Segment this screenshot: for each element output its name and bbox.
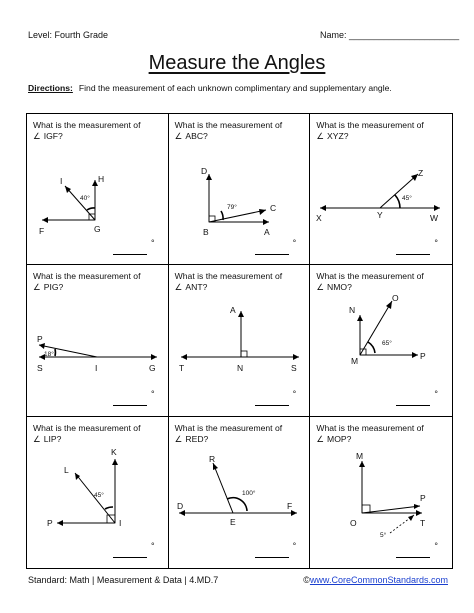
angle-name: IGF? (43, 131, 63, 141)
point-label: S (290, 363, 297, 374)
answer-line[interactable] (396, 557, 430, 558)
degree-symbol: ° (151, 238, 155, 248)
angle-name: ABC? (185, 131, 208, 141)
point-label: N (349, 305, 356, 316)
given-angle: 40° (80, 195, 90, 202)
given-angle: 5° (380, 531, 387, 539)
point-label: P (37, 334, 43, 345)
angle-figure (310, 114, 451, 265)
point-label: Y (377, 210, 383, 220)
worksheet-title: Measure the Angles (148, 52, 326, 74)
degree-symbol: ° (151, 389, 155, 400)
angle-symbol: ∠ (316, 433, 325, 444)
point-label: O (350, 517, 357, 528)
problem-9 (310, 417, 452, 568)
copyright-symbol: © (303, 575, 310, 585)
degree-symbol: ° (292, 540, 297, 551)
angle-name: MOP? (327, 433, 352, 444)
angle-figure (169, 265, 310, 416)
problem-question: What is the measurement of ∠ XYZ? (316, 120, 424, 141)
angle-symbol: ∠ (316, 131, 325, 141)
problem-4 (27, 265, 169, 416)
angle-symbol: ∠ (174, 131, 183, 141)
angle-symbol: ∠ (33, 282, 41, 293)
point-label: T (420, 517, 426, 528)
point-label: M (351, 356, 359, 367)
problem-question: What is the measurement of ∠ MOP? (316, 422, 424, 444)
angle-symbol: ∠ (316, 282, 325, 293)
degree-symbol: ° (292, 389, 297, 400)
point-label: R (208, 453, 215, 464)
given-angle: 100° (241, 489, 256, 497)
point-label: S (37, 363, 43, 374)
angle-symbol: ∠ (174, 433, 183, 444)
point-label: M (356, 450, 364, 461)
point-label: G (149, 363, 156, 374)
point-label: A (263, 227, 270, 237)
standard-label: Standard: Math | Measurement & Data | 4.MD.7 (28, 575, 219, 585)
given-angle: 18° (44, 351, 54, 359)
website-link[interactable]: www.CoreCommonStandards.com (309, 575, 448, 585)
point-label: B (202, 227, 209, 237)
point-label: F (286, 500, 292, 511)
point-label: C (269, 203, 276, 213)
answer-line[interactable] (396, 254, 430, 255)
problem-2 (169, 114, 311, 265)
point-label: A (229, 305, 236, 316)
angle-name: RED? (185, 433, 209, 444)
angle-figure (310, 265, 451, 416)
problem-8 (169, 417, 311, 568)
directions-label: Directions: (28, 83, 73, 93)
problem-1 (27, 114, 169, 265)
problem-question: What is the measurement of ∠ ANT? (174, 271, 283, 293)
problem-grid (26, 113, 453, 569)
given-angle: 45° (94, 491, 104, 499)
problem-question: What is the measurement of ∠ IGF? (33, 120, 141, 141)
point-label: L (64, 464, 69, 475)
problem-question: What is the measurement of ∠ ABC? (174, 120, 283, 141)
answer-line[interactable] (255, 254, 289, 255)
angle-figure (27, 417, 168, 568)
angle-symbol: ∠ (174, 282, 183, 293)
problem-3 (310, 114, 452, 265)
point-label: I (119, 517, 122, 528)
given-angle: 79° (226, 204, 237, 211)
angle-name: LIP? (43, 433, 62, 444)
point-label: H (98, 174, 105, 184)
point-label: D (200, 166, 207, 176)
point-label: I (95, 363, 98, 374)
angle-name: ANT? (185, 282, 208, 293)
name-field-label: Name: ______________________ (320, 30, 460, 40)
answer-line[interactable] (396, 405, 430, 406)
angle-name: PIG? (43, 282, 64, 293)
problem-question: What is the measurement of ∠ RED? (174, 422, 283, 444)
point-label: O (392, 293, 399, 304)
answer-line[interactable] (113, 557, 147, 558)
given-angle: 65° (382, 340, 393, 348)
problem-6 (310, 265, 452, 416)
problem-question: What is the measurement of ∠ NMO? (316, 271, 424, 293)
answer-line[interactable] (255, 557, 289, 558)
point-label: P (420, 351, 426, 362)
angle-figure (27, 114, 168, 265)
point-label: E (229, 516, 236, 527)
angle-symbol: ∠ (33, 433, 41, 444)
point-label: G (94, 224, 101, 234)
directions (28, 83, 392, 93)
angle-symbol: ∠ (33, 131, 41, 141)
degree-symbol: ° (434, 389, 438, 400)
angle-figure (310, 417, 451, 568)
problem-question: What is the measurement of ∠ PIG? (33, 271, 141, 293)
point-label: T (178, 363, 184, 374)
degree-symbol: ° (151, 540, 155, 551)
point-label: P (47, 517, 53, 528)
problem-5 (169, 265, 311, 416)
angle-figure (169, 114, 310, 265)
grade-level-label: Level: Fourth Grade (28, 30, 109, 40)
degree-symbol: ° (434, 238, 438, 248)
degree-symbol: ° (434, 540, 438, 551)
answer-line[interactable] (255, 405, 289, 406)
point-label: I (60, 176, 63, 186)
point-label: P (420, 492, 426, 503)
point-label: D (176, 500, 183, 511)
point-label: W (430, 213, 439, 223)
point-label: F (39, 226, 45, 236)
problem-question: What is the measurement of ∠ LIP? (33, 422, 141, 444)
problem-7 (27, 417, 169, 568)
answer-line[interactable] (113, 405, 147, 406)
angle-name: NMO? (327, 282, 352, 293)
point-label: X (316, 213, 322, 223)
point-label: Z (418, 168, 424, 178)
degree-symbol: ° (292, 238, 297, 248)
directions-text: Find the measurement of each unknown complimentary and supplementary angle. (78, 83, 392, 93)
answer-line[interactable] (113, 254, 147, 255)
angle-figure (169, 417, 310, 568)
copyright (303, 575, 448, 585)
angle-figure (27, 265, 168, 416)
point-label: K (111, 446, 117, 457)
given-angle: 45° (402, 195, 413, 202)
angle-name: XYZ? (327, 131, 349, 141)
point-label: N (236, 363, 243, 374)
